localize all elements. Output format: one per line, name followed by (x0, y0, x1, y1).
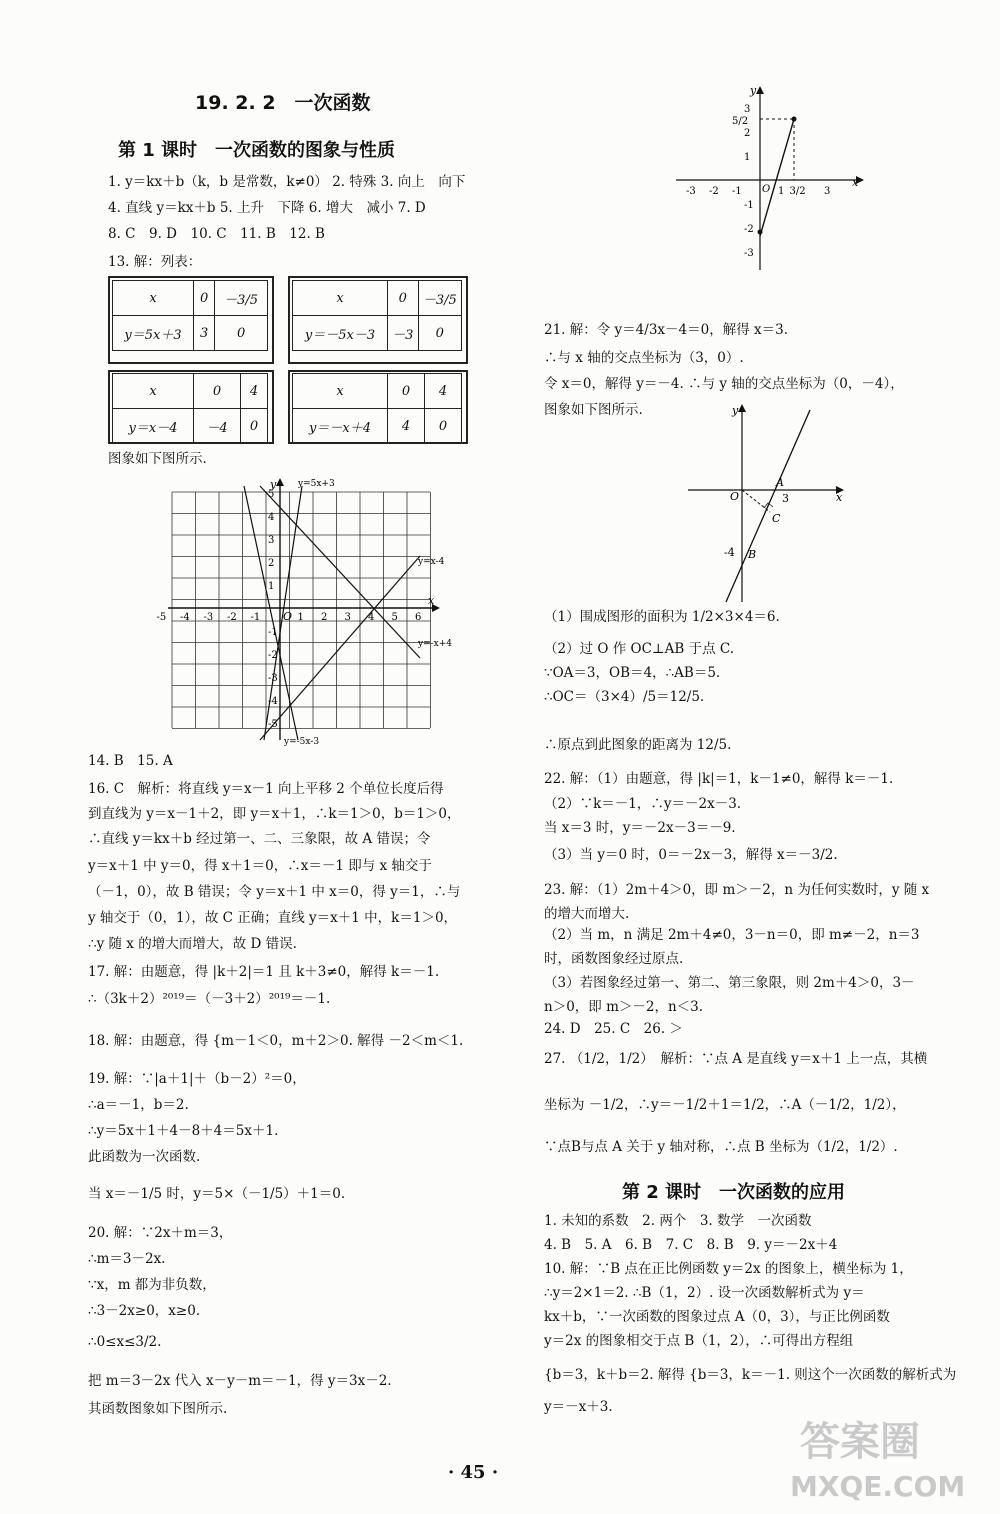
x-tick-label: 1 (778, 186, 785, 197)
label-l3: y=-x+4 (418, 639, 453, 649)
answer-line: （3）若图象经过第一、第二、第三象限，则 2m＋4＞0，3－ (544, 975, 915, 991)
y-tick-label: 5/2 (732, 116, 749, 127)
answer-line: （2）∵k＝－1，∴y＝－2x－3. (544, 796, 742, 812)
y-tick-label: -2 (744, 224, 754, 235)
answer-line: 当 x＝－1/5 时，y＝5×（－1/5）＋1＝0. (88, 1186, 346, 1202)
answer-line: ∴y＝5x＋1＋4－8＋4＝5x＋1. (88, 1123, 279, 1139)
answer-line: 8. C 9. D 10. C 11. B 12. B (108, 226, 325, 242)
grid-graph (156, 478, 453, 747)
y-axis-arrow (738, 404, 746, 412)
x-tick-label: 4 (368, 612, 375, 623)
y-tick-label: 2 (744, 128, 751, 139)
origin-label: O (730, 490, 740, 503)
answer-line: 1. y＝kx＋b（k，b 是常数，k≠0） 2. 特殊 3. 向上 向下 (108, 174, 466, 190)
y-tick-label: 3 (268, 535, 275, 546)
answer-line: 此函数为一次函数. (88, 1149, 201, 1165)
graph-q21 (686, 404, 846, 604)
answer-line: ∴m＝3－2x. (88, 1251, 166, 1267)
x-tick-label: -4 (180, 612, 190, 623)
point-c-label: C (772, 512, 781, 525)
answer-line: ∴3－2x≥0，x≥0. (88, 1303, 201, 1319)
x-tick-label: 2 (321, 612, 328, 623)
value-table: x 0 4 y＝－x＋4 4 0 (292, 373, 462, 444)
x-tick-label: 3 (344, 612, 351, 623)
line-neg-x-plus-4 (260, 486, 420, 658)
x-tick-label: -1 (732, 186, 742, 197)
x-tick-label: 5 (391, 612, 398, 623)
x-tick-label: 6 (415, 612, 422, 623)
x-tick-label: -3 (203, 612, 214, 623)
answer-line: 的增大而增大. (544, 906, 630, 922)
y-axis-arrow (276, 478, 284, 486)
label-l4: y=-5x-3 (284, 737, 320, 747)
answer-line: 4. B 5. A 6. B 7. C 8. B 9. y＝－2x＋4 (544, 1237, 838, 1253)
value-table: x 0 －3/5 y＝－5x－3 －3 0 (292, 280, 462, 351)
y-tick-label: -1 (268, 627, 278, 638)
answer-line: ∵x，m 都为非负数， (88, 1277, 216, 1293)
answer-line: 23. 解：（1）2m＋4＞0，即 m＞－2，n 为任何实数时，y 随 x (544, 882, 930, 898)
answer-line: 时，函数图象经过原点. (544, 951, 684, 967)
answer-line: （－1，0），故 B 错误；令 y＝x＋1 中 x＝0，得 y＝1，∴与 (88, 884, 461, 900)
line-3x-minus-2 (760, 119, 794, 236)
answer-line: 13. 解：列表： (108, 254, 202, 270)
perpendicular-oc (742, 490, 770, 512)
answer-line: 图象如下图所示. (544, 402, 643, 418)
x-tick-label: -5 (156, 612, 167, 623)
y-label: y (750, 84, 757, 97)
point (758, 230, 763, 235)
y-tick-label: -3 (744, 248, 754, 259)
line-x-minus-4 (260, 556, 420, 740)
y-label: y (270, 478, 277, 491)
answer-line: {b＝3，k＋b＝2. 解得 {b＝3，k＝－1. 则这个一次函数的解析式为 (544, 1367, 957, 1383)
answer-line: 17. 解：由题意，得 |k＋2|＝1 且 k＋3≠0，解得 k＝－1. (88, 964, 440, 980)
answer-line: ∴y 随 x 的增大而增大，故 D 错误. (88, 936, 297, 952)
answer-line: ∴与 x 轴的交点坐标为（3，0）. (544, 350, 744, 366)
y-tick-label: -3 (268, 673, 278, 684)
answer-line: 16. C 解析：将直线 y＝x－1 向上平移 2 个单位长度后得 (88, 781, 444, 797)
lesson1-title: 第 1 课时 一次函数的图象与性质 (118, 140, 396, 161)
x-tick-label: 3/2 (789, 186, 806, 197)
y-tick-label: -2 (268, 650, 278, 661)
answer-line: 14. B 15. A (88, 753, 173, 769)
answer-line: ∴（3k＋2）²⁰¹⁹＝（－3＋2）²⁰¹⁹＝－1. (88, 991, 331, 1007)
answer-line: 21. 解：令 y＝4/3x－4＝0，解得 x＝3. (544, 322, 788, 338)
answer-line: 令 x＝0，解得 y＝－4. ∴与 y 轴的交点坐标为（0，－4）， (544, 376, 904, 392)
answer-line: 其函数图象如下图所示. (88, 1401, 228, 1417)
value-table: x 0 －3/5 y＝5x＋3 3 0 (112, 280, 268, 351)
answer-line: （2）当 m，n 满足 2m＋4≠0，3－n＝0，即 m≠－2，n＝3 (544, 927, 920, 943)
origin-label: O (762, 184, 771, 195)
answer-line: （2）过 O 作 OC⊥AB 于点 C. (544, 641, 735, 657)
y-tick-label: -1 (744, 200, 754, 211)
lesson2-title: 第 2 课时 一次函数的应用 (622, 1182, 846, 1203)
answer-line: 当 x＝3 时，y＝－2x－3＝－9. (544, 820, 736, 836)
answer-line: 坐标为 －1/2，∴y＝－1/2＋1＝1/2，∴A（－1/2，1/2）， (544, 1097, 906, 1113)
answer-line: 18. 解：由题意，得 {m－1＜0，m＋2＞0. 解得 －2＜m＜1. (88, 1033, 464, 1049)
answer-line: ∴OC＝（3×4）/5＝12/5. (544, 689, 705, 705)
label-l1: y=5x+3 (298, 479, 335, 489)
x-tick-label: -1 (250, 612, 261, 623)
y-tick-label: -5 (268, 719, 278, 730)
answer-line: ∴原点到此图象的距离为 12/5. (544, 737, 732, 753)
x-label: x (836, 491, 843, 504)
answer-line: 20. 解：∵2x＋m＝3， (88, 1225, 233, 1241)
y-label: y (732, 404, 739, 417)
tick-minus-4: -4 (724, 546, 735, 559)
label-l2: y=x-4 (418, 557, 445, 567)
x-tick-label: 1 (297, 612, 304, 623)
answer-line: ∴a＝－1，b＝2. (88, 1097, 189, 1113)
y-tick-label: 1 (744, 152, 751, 163)
answer-line: ∴直线 y＝kx＋b 经过第一、二、三象限，故 A 错误；令 (88, 831, 431, 847)
y-tick-label: -4 (268, 696, 278, 707)
y-tick-label: 1 (268, 581, 275, 592)
answer-line: 27. （1/2，1/2） 解析：∵点 A 是直线 y＝x＋1 上一点，其横 (544, 1051, 928, 1067)
y-tick-label: 2 (268, 558, 275, 569)
answer-line: 10. 解：∵B 点在正比例函数 y＝2x 的图象上，横坐标为 1， (544, 1261, 913, 1277)
page-number: · 45 · (448, 1462, 499, 1483)
answer-line: 24. D 25. C 26. ＞ (544, 1021, 683, 1037)
answer-line: （1）围成图形的面积为 1/2×3×4＝6. (544, 609, 780, 625)
answer-line: （3）当 y＝0 时，0＝－2x－3，解得 x＝－3/2. (544, 847, 838, 863)
origin-label: O (283, 610, 293, 623)
answer-line: y＝x＋1 中 y＝0，得 x＋1＝0，∴x＝－1 即与 x 轴交于 (88, 858, 432, 874)
point-b-label: B (748, 548, 757, 561)
x-label: x (428, 594, 435, 607)
x-tick-label: -3 (686, 186, 696, 197)
answer-line: 19. 解：∵|a＋1|＋（b－2）²＝0， (88, 1071, 306, 1087)
answer-line: y＝－x＋3. (544, 1399, 613, 1415)
answer-line: 22. 解：（1）由题意，得 |k|＝1，k－1≠0，解得 k＝－1. (544, 771, 894, 787)
y-tick-label: 3 (744, 104, 751, 115)
watermark-url: MXQE.COM (790, 1470, 966, 1503)
graph-q20 (670, 86, 870, 272)
answer-line: n＞0，即 m＞－2，n＜3. (544, 999, 704, 1015)
line-ab (726, 410, 810, 602)
x-tick-label: -2 (227, 612, 237, 623)
x-label: x (852, 176, 859, 189)
y-tick-label: 5 (268, 489, 275, 500)
x-tick-label: 3 (824, 186, 831, 197)
answer-line: kx＋b，∵一次函数的图象过点 A（0，3），与正比例函数 (544, 1309, 890, 1325)
answer-line: 1. 未知的系数 2. 两个 3. 数学 一次函数 (544, 1213, 812, 1229)
section-title: 19. 2. 2 一次函数 (195, 92, 371, 114)
point-a-label: A (776, 476, 784, 489)
y-tick-label: 4 (268, 512, 275, 523)
tick-3: 3 (782, 492, 789, 505)
graph-caption: 图象如下图所示. (108, 451, 207, 467)
y-axis-arrow (756, 86, 764, 94)
answer-line: y 轴交于（0，1），故 C 正确；直线 y＝x＋1 中，k＝1＞0， (88, 910, 458, 926)
answer-line: ∴0≤x≤3/2. (88, 1334, 162, 1350)
answer-line: y＝2x 的图象相交于点 B（1，2），∴可得出方程组 (544, 1333, 854, 1349)
answer-line: 把 m＝3－2x 代入 x－y－m＝－1，得 y＝3x－2. (88, 1373, 392, 1389)
watermark-logo: 答案圈 (800, 1419, 920, 1465)
answer-line: ∵点B与点 A 关于 y 轴对称，∴点 B 坐标为（1/2，1/2）. (544, 1139, 898, 1155)
answer-line: ∴y＝2×1＝2. ∴B（1，2）. 设一次函数解析式为 y＝ (544, 1285, 865, 1301)
answer-line: 到直线为 y＝x－1＋2，即 y＝x＋1，∴k＝1＞0，b＝1＞0， (88, 806, 461, 822)
answer-line: ∵OA＝3，OB＝4，∴AB＝5. (544, 665, 721, 681)
answer-line: 4. 直线 y＝kx＋b 5. 上升 下降 6. 增大 减小 7. D (108, 200, 426, 216)
value-table: x 0 4 y＝x－4 －4 0 (112, 373, 268, 444)
x-tick-label: -2 (709, 186, 719, 197)
